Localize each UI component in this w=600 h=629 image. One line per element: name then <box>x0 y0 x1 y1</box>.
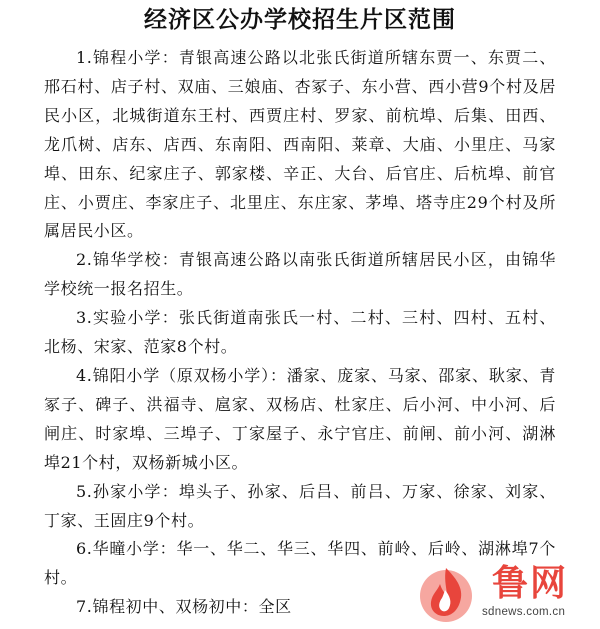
paragraph-middle-schools: 7.锦程初中、双杨初中：全区 <box>76 597 292 617</box>
page-title: 经济区公办学校招生片区范围 <box>144 6 456 33</box>
flame-logo-icon <box>414 560 478 624</box>
paragraph-sunjia-primary: 5.孙家小学：埠头子、孙家、后吕、前吕、万家、徐家、刘家、丁家、王固庄9个村。 <box>44 481 556 530</box>
watermark-brand: 鲁网 <box>492 563 569 604</box>
paragraph-huatong-primary: 6.华曈小学：华一、华二、华三、华四、前岭、后岭、湖淋埠7个村。 <box>44 539 556 588</box>
paragraph-jinhua-school: 2.锦华学校：青银高速公路以南张氏街道所辖居民小区，由锦华学校统一报名招生。 <box>44 250 556 299</box>
watermark-logo <box>408 560 596 626</box>
watermark-url: sdnews.com.cn <box>482 606 566 618</box>
paragraph-jincheng-primary: 1.锦程小学：青银高速公路以北张氏街道所辖东贾一、东贾二、邢石村、店子村、双庙、三娘庙、杏冢子、东小营、西小营9个村及居民小区，北城街道东王村、西贾庄村、罗家、前杭埠、后集、田西、龙爪树、店东、店西、东南阳、西南阳、莱章、大庙、小里庄、马家埠、田东、纪家庄子、郭家楼、辛正、大台、后官庄、后杭埠、前官庄、小贾庄、李家庄子、北里庄、东庄家、茅埠、塔寺庄29个村及所属居民小区。 <box>44 48 556 241</box>
paragraph-experimental-primary: 3.实验小学：张氏街道南张氏一村、二村、三村、四村、五村、北杨、宋家、范家8个村。 <box>44 308 556 357</box>
document-body <box>44 44 556 622</box>
paragraph-jinyang-primary: 4.锦阳小学（原双杨小学）：潘家、庞家、马家、邵家、耿家、青冢子、碑子、洪福寺、扈家、双杨店、杜家庄、后小河、中小河、后闸庄、时家埠、三埠子、丁家屋子、永宁官庄、前闸、前小河、湖淋埠21个村，双杨新城小区。 <box>44 365 556 472</box>
